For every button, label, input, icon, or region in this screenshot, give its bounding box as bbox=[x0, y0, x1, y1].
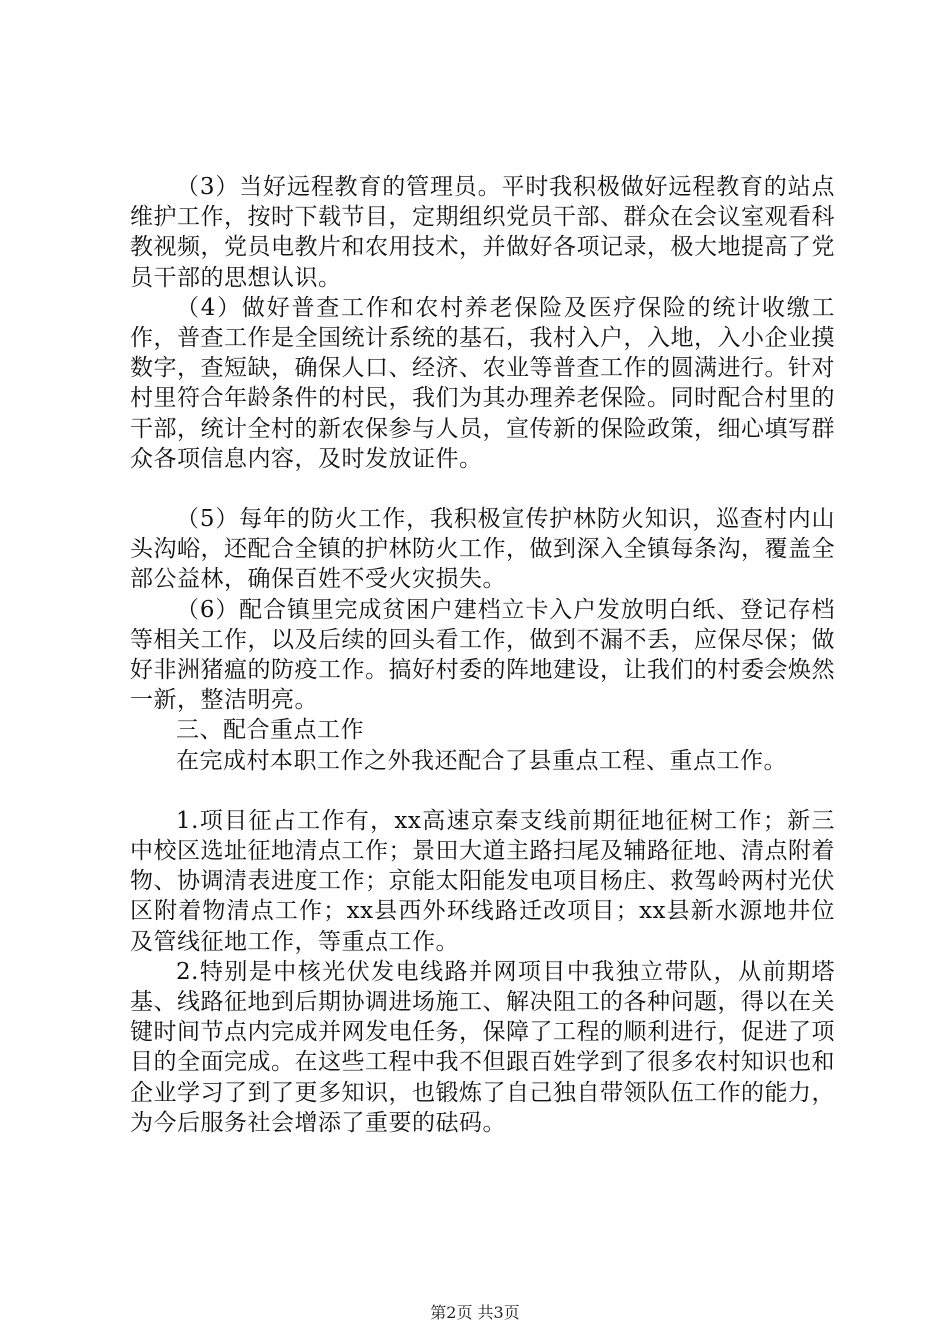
paragraph-gap bbox=[130, 776, 835, 806]
paragraph-poverty-files: （6）配合镇里完成贫困户建档立卡入户发放明白纸、登记存档等相关工作，以及后续的回头看工作，做到不漏不丢，应保尽保；做好非洲猪瘟的防疫工作。搞好村委的阵地建设，让我们的村委会焕然一新，整洁明亮。 bbox=[130, 596, 835, 714]
paragraph-pv-grid-project: 2.特别是中核光伏发电线路并网项目中我独立带队，从前期塔基、线路征地到后期协调进场施工、解决阻工的各种问题，得以在关键时间节点内完成并网发电任务，保障了工程的顺利进行，促进了项目的全面完成。在这些工程中我不但跟百姓学到了很多农村知识也和企业学习了到了更多知识，也锻炼了自己独自带领队伍工作的能力，为今后服务社会增添了重要的砝码。 bbox=[130, 958, 835, 1136]
document-body bbox=[130, 172, 835, 1138]
paragraph-census-insurance: （4）做好普查工作和农村养老保险及医疗保险的统计收缴工作，普查工作是全国统计系统的基石，我村入户，入地，入小企业摸数字，查短缺，确保人口、经济、农业等普查工作的圆满进行。针对村里符合年龄条件的村民，我们为其办理养老保险。同时配合村里的干部，统计全村的新农保参与人员，宣传新的保险政策，细心填写群众各项信息内容，及时发放证件。 bbox=[130, 294, 835, 472]
paragraph-remote-education: （3）当好远程教育的管理员。平时我积极做好远程教育的站点维护工作，按时下载节目，定期组织党员干部、群众在会议室观看科教视频，党员电教片和农用技术，并做好各项记录，极大地提高了党员干部的思想认识。 bbox=[130, 174, 835, 291]
page-footer: 第2页 共3页 bbox=[430, 1303, 520, 1322]
paragraph-gap bbox=[130, 474, 835, 504]
section-heading-key-work: 三、配合重点工作 bbox=[176, 717, 364, 744]
paragraph-land-projects: 1.项目征占工作有，xx高速京秦支线前期征地征树工作；新三中校区选址征地清点工作；景田大道主路扫尾及辅路征地、清点附着物、协调清表进度工作；京能太阳能发电项目杨庄、救驾岭两村光伏区附着物清点工作；xx县西外环线路迁改项目；xx县新水源地井位及管线征地工作，等重点工作。 bbox=[130, 807, 835, 955]
paragraph-key-work-intro: 在完成村本职工作之外我还配合了县重点工程、重点工作。 bbox=[176, 747, 787, 774]
paragraph-fire-prevention: （5）每年的防火工作，我积极宣传护林防火知识，巡查村内山头沟峪，还配合全镇的护林防火工作，做到深入全镇每条沟，覆盖全部公益林，确保百姓不受火灾损失。 bbox=[130, 506, 835, 593]
